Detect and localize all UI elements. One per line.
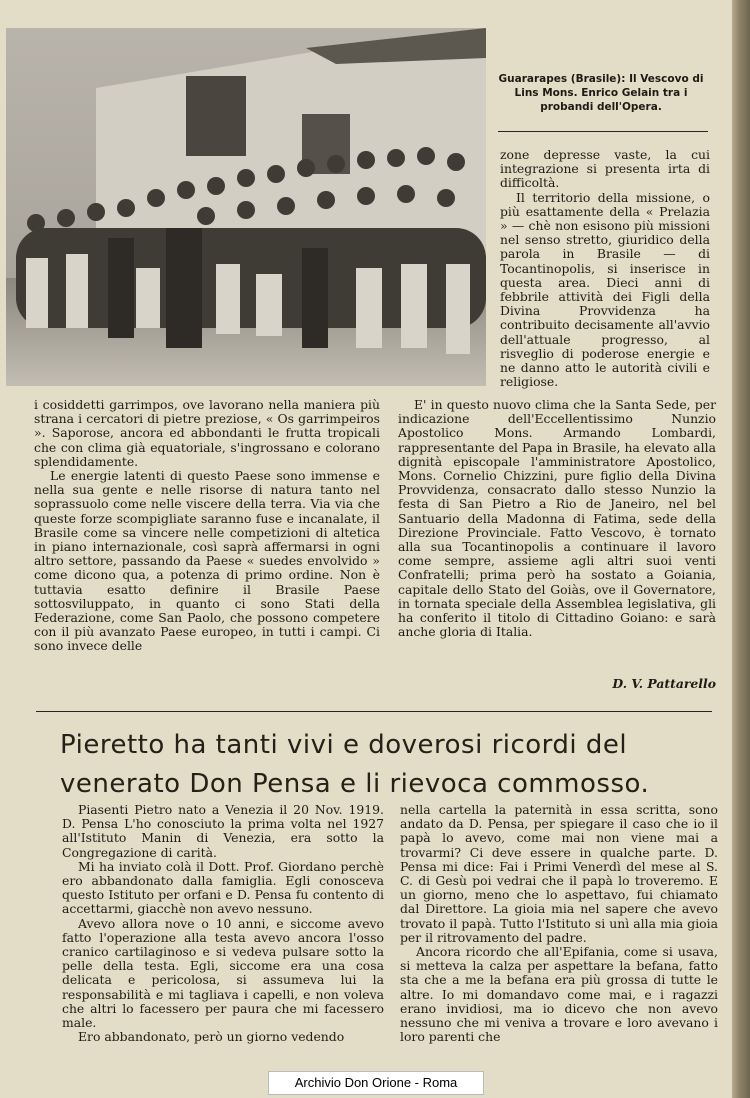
paragraph: Avevo allora nove o 10 anni, e siccome avevo fatto l'operazione alla testa avevo ancora l'osso cranico cartilaginoso e si vedeva pulsare sotto la pelle della testa. Egli, siccome era una cosa delicata e pericolosa, si assumeva lui la responsabilità e mi tagliava i capelli, e non voleva che altri lo facessero per paura che mi facessero male. bbox=[62, 915, 384, 1031]
photo-caption: Guararapes (Brasile): Il Vescovo di Lins Mons. Enrico Gelain tra i probandi dell'Opera. bbox=[498, 73, 704, 113]
paragraph: i cosiddetti garrimpos, ove lavorano nella maniera più strana i cercatori di pietre preziose, « Os garrimpeiros ». Saporose, ancora ed abbondanti le frutta tropicali che con clima già equatoriale, s'ingrossano e colorano splendidamente. bbox=[34, 397, 380, 469]
paragraph: zone depresse vaste, la cui integrazione si presenta irta di difficoltà. bbox=[500, 147, 710, 191]
page-edge bbox=[732, 0, 750, 1098]
author-signature: D. V. Pattarello bbox=[612, 676, 716, 691]
paragraph: Piasenti Pietro nato a Venezia il 20 Nov. 1919. D. Pensa L'ho conosciuto la prima volta nel 1927 all'Istituto Manin di Venezia, era sotto la Congregazione di carità. bbox=[62, 802, 384, 860]
article2-column-right bbox=[400, 803, 718, 1044]
paragraph: E' in questo nuovo clima che la Santa Sede, per indicazione dell'Eccellentissimo Nunzio Apostolico Mons. Armando Lombardi, rappresentante del Papa in Brasile, ha elevato alla dignità episcopale l'amministratore Apostolico, Mons. Cornelio Chizzini, pure figlio della Divina Provvidenza, consacrato dallo stesso Nunzio la festa di San Pietro a Rio de Janeiro, nel bel Santuario della Madonna di Fatima, sede della Direzione Provinciale. Fatto Vescovo, è tornato alla sua Tocantinopolis a continuare il lavoro come sempre, assieme agli altri suoi venti Confratelli; prima però ha sostato a Goiania, capitale dello Stato del Goiàs, ove il Governatore, in tornata speciale della Assemblea legislativa, gli ha conferito il titolo di Cittadino Goiano: e sarà anche gloria di Italia. bbox=[398, 397, 716, 640]
article1-column-right bbox=[398, 398, 716, 639]
article1-column-left bbox=[34, 398, 380, 654]
article-headline: Pieretto ha tanti vivi e doverosi ricordi del venerato Don Pensa e li rievoca commosso. bbox=[60, 730, 650, 799]
paragraph: Mi ha inviato colà il Dott. Prof. Giordano perchè ero abbandonato dalla famiglia. Egli conosceva questo Istituto per orfani e D. Pensa fu contento di accettarmi, giacchè non avevo nessuno. bbox=[62, 858, 384, 917]
paragraph: Ancora ricordo che all'Epifania, come si usava, si metteva la calza per aspettare la befana, fatto sta che a me la befana era più grossa di tutte le altre. Io mi domandavo come mai, e i ragazzi erano invidiosi, ma io dicevo che non avevo nessuno che mi veniva a trovare e loro avevano i loro parenti che bbox=[400, 944, 718, 1045]
paragraph: Il territorio della missione, o più esattamente della « Prelazia » — chè non esisono più missioni nel senso stretto, giuridico della parola in Brasile — di Tocantinopolis, si inserisce in questa area. Dieci anni di febbrile attività dei Figli della Divina Provvidenza ha contribuito decisamente all'avvio dell'attuale progresso, al risveglio di poderose energie e ne danno atto le autorità civili e religiose. bbox=[500, 189, 710, 390]
paragraph: nella cartella la paternità in essa scritta, sono andato da D. Pensa, per spiegare il caso che io il papà lo avevo, come mai non viene mai a trovarmi? Ci deve essere in qualche parte. D. Pensa mi dice: Fai i Primi Venerdì del mese al S. C. di Gesù poi vedrai che il papà lo troveremo. E un giorno, meno che lo aspettavo, fui chiamato dal Direttore. La gioia mia nel sapere che avevo trovato il papà. Tutto l'Istituto si unì alla mia gioia per il ritrovamento del padre. bbox=[400, 802, 718, 945]
paragraph: Ero abbandonato, però un giorno vedendo bbox=[78, 1029, 345, 1045]
section-divider bbox=[36, 711, 712, 712]
archive-stamp: Archivio Don Orione - Roma bbox=[268, 1071, 484, 1095]
article2-column-left bbox=[62, 803, 384, 1044]
article1-column-right-top bbox=[500, 148, 710, 389]
caption-divider bbox=[498, 131, 708, 132]
paragraph: Le energie latenti di questo Paese sono immense e nella sua gente e nelle risorse di natura tanto nel soprassuolo come nelle viscere della terra. Via via che queste forze scompigliate saranno fuse e incanalate, il Brasile come sa vincere nelle competizioni di altetica in piano internazionale, così saprà affermarsi in ogni altro settore, passando da Paese « suedes envolvido » come dicono qua, a potenza di primo ordine. Non è tuttavia esatto definire il Brasile Paese sottosviluppato, in quanto ci sono Stati della Federazione, come San Paolo, che possono competere con il più avanzato Paese europeo, in tutti i campi. Ci sono invece delle bbox=[34, 468, 380, 654]
group-photo bbox=[6, 28, 486, 386]
